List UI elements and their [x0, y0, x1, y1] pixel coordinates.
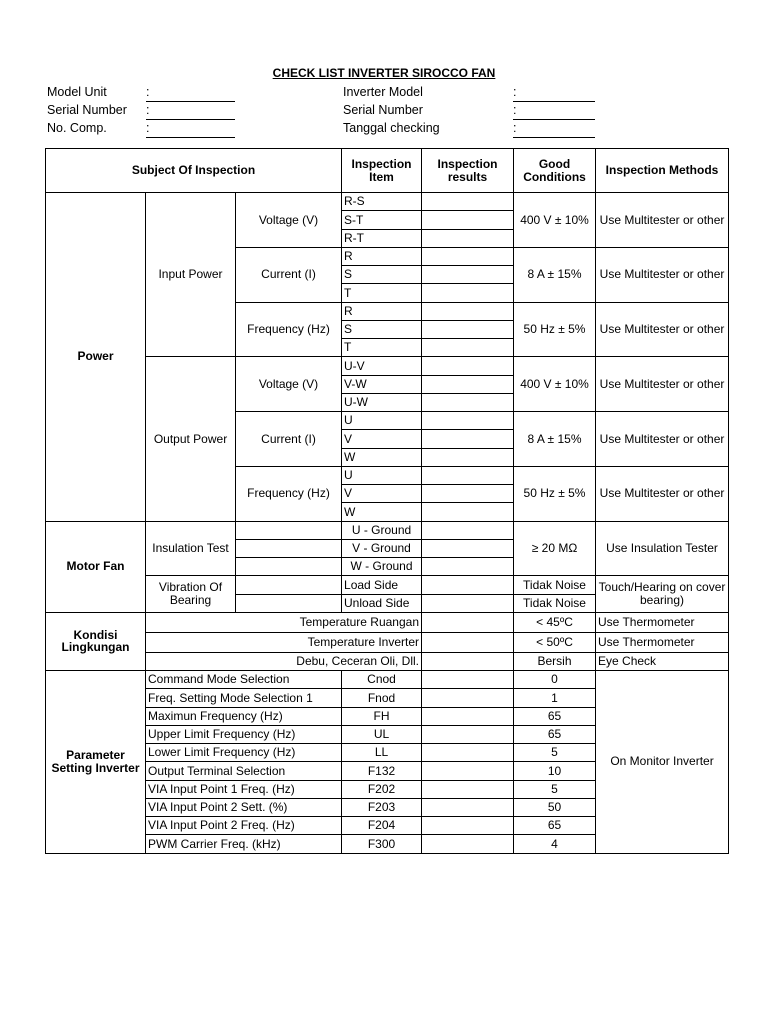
tanggal-checking-colon: : — [513, 121, 517, 135]
parameter-value: 5 — [514, 780, 596, 798]
result-cell[interactable] — [422, 539, 514, 557]
parameter-name: VIA Input Point 1 Freq. (Hz) — [146, 780, 342, 798]
inverter-serial-label: Serial Number — [343, 103, 423, 117]
parameter-code: FH — [342, 707, 422, 725]
input-power-label: Input Power — [146, 193, 236, 357]
good-condition: 8 A ± 15% — [514, 247, 596, 302]
inspection-item: S — [342, 266, 422, 284]
input-voltage-label: Voltage (V) — [236, 193, 342, 248]
motor-fan-group-label: Motor Fan — [46, 521, 146, 612]
inspection-item: S-T — [342, 211, 422, 229]
parameter-name: Upper Limit Frequency (Hz) — [146, 725, 342, 743]
inverter-serial-field[interactable] — [513, 119, 595, 120]
parameter-value: 5 — [514, 744, 596, 762]
result-cell[interactable] — [422, 466, 514, 484]
inspection-table — [45, 148, 729, 854]
table-row — [46, 576, 729, 594]
result-cell[interactable] — [422, 689, 514, 707]
result-cell[interactable] — [422, 558, 514, 576]
inspection-item: U — [342, 412, 422, 430]
result-cell[interactable] — [422, 817, 514, 835]
result-cell[interactable] — [422, 744, 514, 762]
no-comp-field[interactable] — [146, 137, 235, 138]
table-row — [46, 612, 729, 632]
parameter-value: 65 — [514, 707, 596, 725]
good-condition: 8 A ± 15% — [514, 412, 596, 467]
good-condition: 50 Hz ± 5% — [514, 302, 596, 357]
inspection-item: U - Ground — [342, 521, 422, 539]
result-cell[interactable] — [422, 302, 514, 320]
inspection-method: Eye Check — [596, 652, 729, 670]
good-condition: 400 V ± 10% — [514, 357, 596, 412]
result-cell[interactable] — [422, 375, 514, 393]
result-cell[interactable] — [422, 652, 514, 670]
result-cell[interactable] — [422, 284, 514, 302]
col-subject-header: Subject Of Inspection — [46, 149, 342, 193]
inspection-method: Use Multitester or other — [596, 466, 729, 521]
good-condition: 50 Hz ± 5% — [514, 466, 596, 521]
inspection-item: R-S — [342, 193, 422, 211]
model-unit-colon: : — [146, 85, 150, 99]
parameter-name: Output Terminal Selection — [146, 762, 342, 780]
result-cell[interactable] — [422, 266, 514, 284]
kondisi-group-label: Kondisi Lingkungan — [46, 612, 146, 670]
result-cell[interactable] — [422, 632, 514, 652]
result-cell[interactable] — [422, 211, 514, 229]
inspection-item: R-T — [342, 229, 422, 247]
tanggal-checking-field[interactable] — [513, 137, 595, 138]
good-condition: 400 V ± 10% — [514, 193, 596, 248]
col-good-header: Good Conditions — [514, 149, 596, 193]
result-cell[interactable] — [422, 357, 514, 375]
no-comp-colon: : — [146, 121, 150, 135]
parameter-value: 65 — [514, 725, 596, 743]
inspection-item: T — [342, 284, 422, 302]
result-cell[interactable] — [422, 229, 514, 247]
parameter-code: LL — [342, 744, 422, 762]
inspection-method: Use Multitester or other — [596, 302, 729, 357]
inverter-model-label: Inverter Model — [343, 85, 423, 99]
col-results-header: Inspection results — [422, 149, 514, 193]
result-cell[interactable] — [422, 594, 514, 612]
inspection-item: R — [342, 247, 422, 265]
input-current-label: Current (I) — [236, 247, 342, 302]
parameter-value: 50 — [514, 798, 596, 816]
parameter-name: VIA Input Point 2 Freq. (Hz) — [146, 817, 342, 835]
blank-cell — [236, 539, 342, 557]
result-cell[interactable] — [422, 798, 514, 816]
table-row — [46, 357, 729, 375]
blank-cell — [236, 594, 342, 612]
inverter-model-field[interactable] — [513, 101, 595, 102]
inspection-item: U-W — [342, 393, 422, 411]
parameter-name: Maximun Frequency (Hz) — [146, 707, 342, 725]
power-group-label: Power — [46, 193, 146, 522]
inspection-item: V - Ground — [342, 539, 422, 557]
inspection-item: U-V — [342, 357, 422, 375]
inspection-item: Temperature Ruangan — [146, 612, 422, 632]
inspection-item: S — [342, 320, 422, 338]
col-item-header: Inspection Item — [342, 149, 422, 193]
result-cell[interactable] — [422, 780, 514, 798]
good-condition: < 45ºC — [514, 612, 596, 632]
inspection-method: On Monitor Inverter — [596, 671, 729, 854]
inspection-item: Unload Side — [342, 594, 422, 612]
serial-number-field[interactable] — [146, 119, 235, 120]
serial-number-colon: : — [146, 103, 150, 117]
parameter-code: F203 — [342, 798, 422, 816]
inspection-item: R — [342, 302, 422, 320]
tanggal-checking-label: Tanggal checking — [343, 121, 440, 135]
parameter-value: 65 — [514, 817, 596, 835]
blank-cell — [236, 558, 342, 576]
inspection-item: V-W — [342, 375, 422, 393]
result-cell[interactable] — [422, 521, 514, 539]
parameter-value: 1 — [514, 689, 596, 707]
inspection-item: Debu, Ceceran Oli, Dll. — [146, 652, 422, 670]
inspection-method: Use Multitester or other — [596, 247, 729, 302]
model-unit-field[interactable] — [146, 101, 235, 102]
good-condition: ≥ 20 MΩ — [514, 521, 596, 576]
parameter-name: Command Mode Selection — [146, 671, 342, 689]
inspection-item: V — [342, 485, 422, 503]
inspection-item: U — [342, 466, 422, 484]
parameter-code: F132 — [342, 762, 422, 780]
result-cell[interactable] — [422, 193, 514, 211]
document-title: CHECK LIST INVERTER SIROCCO FAN — [272, 66, 496, 80]
table-row — [46, 193, 729, 211]
table-row — [46, 652, 729, 670]
input-frequency-label: Frequency (Hz) — [236, 302, 342, 357]
parameter-name: VIA Input Point 2 Sett. (%) — [146, 798, 342, 816]
inspection-item: Load Side — [342, 576, 422, 594]
inspection-method: Use Multitester or other — [596, 193, 729, 248]
parameter-value: 0 — [514, 671, 596, 689]
parameter-code: F202 — [342, 780, 422, 798]
table-row — [46, 521, 729, 539]
inspection-item: Temperature Inverter — [146, 632, 422, 652]
parameter-code: F300 — [342, 835, 422, 853]
result-cell[interactable] — [422, 835, 514, 853]
table-header-row — [46, 149, 729, 193]
good-condition: Bersih — [514, 652, 596, 670]
blank-cell — [236, 521, 342, 539]
inspection-method: Use Multitester or other — [596, 412, 729, 467]
col-methods-header: Inspection Methods — [596, 149, 729, 193]
result-cell[interactable] — [422, 612, 514, 632]
result-cell[interactable] — [422, 393, 514, 411]
parameter-code: Fnod — [342, 689, 422, 707]
good-condition: Tidak Noise — [514, 594, 596, 612]
serial-number-label: Serial Number — [47, 103, 127, 117]
good-condition: < 50ºC — [514, 632, 596, 652]
good-condition: Tidak Noise — [514, 576, 596, 594]
output-power-label: Output Power — [146, 357, 236, 521]
table-row — [46, 671, 729, 689]
result-cell[interactable] — [422, 339, 514, 357]
parameter-value: 4 — [514, 835, 596, 853]
model-unit-label: Model Unit — [47, 85, 107, 99]
result-cell[interactable] — [422, 707, 514, 725]
result-cell[interactable] — [422, 247, 514, 265]
inspection-item: W — [342, 448, 422, 466]
result-cell[interactable] — [422, 762, 514, 780]
result-cell[interactable] — [422, 576, 514, 594]
output-current-label: Current (I) — [236, 412, 342, 467]
inspection-item: W — [342, 503, 422, 521]
result-cell[interactable] — [422, 320, 514, 338]
parameter-group-label: Parameter Setting Inverter — [46, 671, 146, 854]
inspection-item: W - Ground — [342, 558, 422, 576]
inspection-method: Use Multitester or other — [596, 357, 729, 412]
vibration-bearing-label: Vibration Of Bearing — [146, 576, 236, 613]
inverter-serial-colon: : — [513, 103, 517, 117]
parameter-value: 10 — [514, 762, 596, 780]
parameter-name: Lower Limit Frequency (Hz) — [146, 744, 342, 762]
table-row — [46, 632, 729, 652]
inspection-method: Touch/Hearing on cover bearing) — [596, 576, 729, 613]
no-comp-label: No. Comp. — [47, 121, 107, 135]
result-cell[interactable] — [422, 503, 514, 521]
insulation-test-label: Insulation Test — [146, 521, 236, 576]
result-cell[interactable] — [422, 671, 514, 689]
parameter-name: PWM Carrier Freq. (kHz) — [146, 835, 342, 853]
output-frequency-label: Frequency (Hz) — [236, 466, 342, 521]
blank-cell — [236, 576, 342, 594]
parameter-name: Freq. Setting Mode Selection 1 — [146, 689, 342, 707]
output-voltage-label: Voltage (V) — [236, 357, 342, 412]
result-cell[interactable] — [422, 725, 514, 743]
inspection-item: T — [342, 339, 422, 357]
parameter-code: Cnod — [342, 671, 422, 689]
parameter-code: F204 — [342, 817, 422, 835]
inspection-method: Use Insulation Tester — [596, 521, 729, 576]
result-cell[interactable] — [422, 430, 514, 448]
result-cell[interactable] — [422, 485, 514, 503]
inverter-model-colon: : — [513, 85, 517, 99]
inspection-item: V — [342, 430, 422, 448]
result-cell[interactable] — [422, 412, 514, 430]
inspection-method: Use Thermometer — [596, 632, 729, 652]
parameter-code: UL — [342, 725, 422, 743]
inspection-method: Use Thermometer — [596, 612, 729, 632]
result-cell[interactable] — [422, 448, 514, 466]
